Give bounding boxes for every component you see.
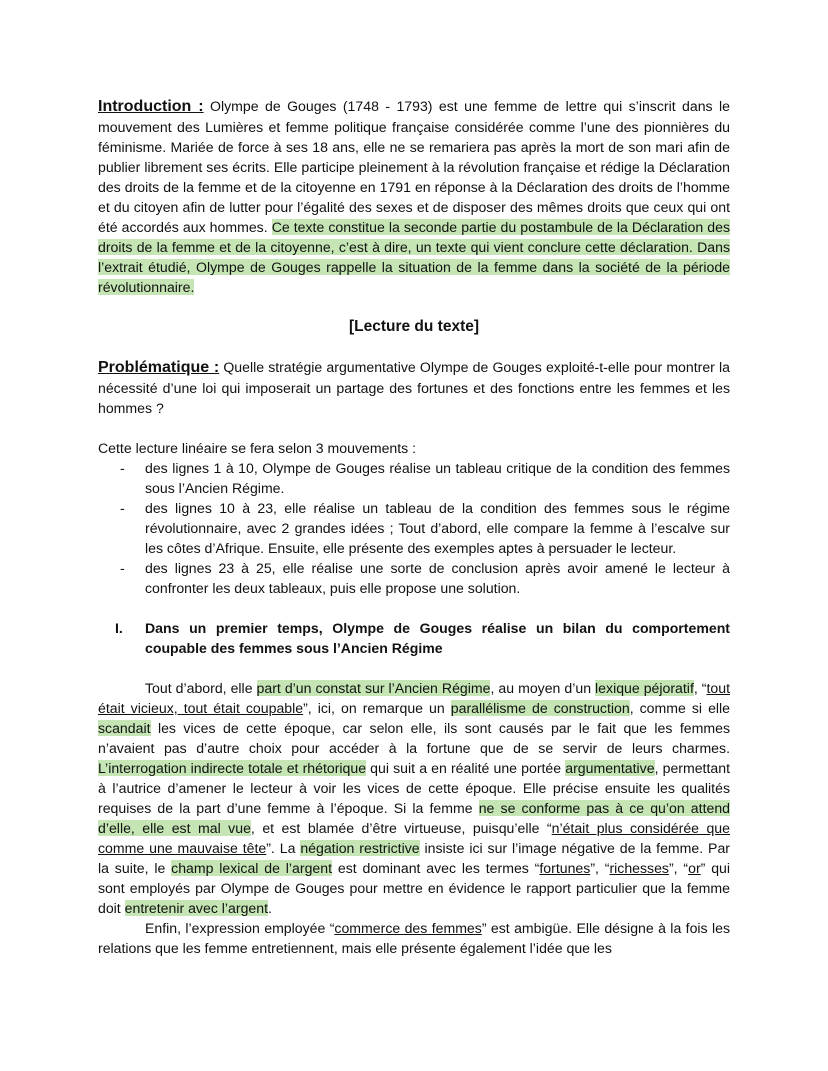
problematique-paragraph	[98, 357, 730, 418]
text-span: ”, “	[668, 860, 689, 876]
reading-title: [Lecture du texte]	[348, 318, 480, 335]
highlight-span: champ lexical de l’argent	[171, 860, 333, 876]
text-span: , au moyen d’un	[490, 680, 596, 696]
text-span: ”. La	[266, 840, 301, 856]
problematique-text: Quelle stratégie argumentative Olympe de Gouges exploité-t-elle pour montrer la nécessité d’une loi qui imposerait un partage des fortunes et des fonctions entre les femmes et les hommes ?	[98, 359, 730, 416]
quote-underline: fortunes	[539, 860, 591, 876]
section-title: Dans un premier temps, Olympe de Gouges réalise un bilan du comportement coupable des femmes sous l’Ancien Régime	[145, 620, 730, 656]
quote-underline: n’était plus considérée que comme une mauvaise tête	[98, 820, 730, 856]
text-span: , et est blamée d’être virtueuse, puisqu’elle “	[250, 820, 552, 836]
text-span: .	[268, 900, 272, 916]
quote-underline: or	[688, 860, 701, 876]
problematique-label: Problématique :	[98, 359, 220, 376]
text-span: les vices de cette époque, car selon elle, ils sont causés par le fait que les femmes n’avaient pas d’autre choix pour accéder à la fortune que de se servir de leurs charmes.	[98, 720, 730, 756]
list-item	[98, 498, 730, 558]
movement-text: des lignes 23 à 25, elle réalise une sorte de conclusion après avoir amené le lecteur à confronter les deux tableaux, puis elle propose une solution.	[145, 560, 730, 596]
quote-underline: tout était vicieux, tout était coupable	[98, 680, 730, 716]
list-item	[98, 458, 730, 498]
quote-underline: richesses	[609, 860, 669, 876]
text-span: Tout d’abord, elle	[145, 680, 257, 696]
movements-intro: Cette lecture linéaire se fera selon 3 mouvements :	[98, 440, 417, 456]
text-span: ”, “	[590, 860, 610, 876]
text-span: ” qui sont employés par Olympe de Gouges pour mettre en évidence le rapport particulier que la femme doit	[98, 860, 731, 916]
list-item	[98, 558, 730, 598]
bullet-dash: -	[120, 460, 125, 476]
introduction-paragraph	[98, 96, 730, 297]
text-span: , permettant à l’autrice d’amener le lecteur à voir les vices de cette époque. Elle précise ensuite les qualités requises de la part d’une femme à l’époque. Si la femme	[98, 760, 730, 816]
highlight-span: L’interrogation indirecte totale et rhétorique	[98, 760, 367, 776]
highlight-span: négation restrictive	[300, 840, 420, 856]
section-heading	[98, 618, 730, 658]
movement-text: des lignes 1 à 10, Olympe de Gouges réalise un tableau critique de la condition des femmes sous l’Ancien Régime.	[145, 460, 730, 496]
section-number: I.	[115, 620, 123, 636]
introduction-highlight: Ce texte constitue la seconde partie du postambule de la Déclaration des droits de la femme et de la citoyenne, c’est à dire, un texte qui vient conclure cette déclaration. Dans l’extrait étudié, Olympe de Gouges rappelle la situation de la femme dans la société de la période révolutionnaire.	[98, 219, 730, 295]
text-span: insiste ici sur l’image négative de la femme. Par la suite, le	[98, 840, 730, 876]
text-span: qui suit a en réalité une portée	[366, 760, 566, 776]
introduction-text: Olympe de Gouges (1748 - 1793) est une femme de lettre qui s’inscrit dans le mouvement des Lumières et femme politique française considérée comme l’une des pionnières du féminisme. Mariée de force à ses 18 ans, elle ne se remariera pas après la mort de son mari afin de publier librement ses écrits. Elle participe pleinement à la révolution française et rédige la Déclaration des droits de la femme et de la citoyenne en 1791 en réponse à la Déclaration des droits de l’homme et du citoyen afin de lutter pour l’égalité des sexes et de disposer des mêmes droits que ceux qui ont été accordés aux hommes.	[98, 98, 730, 235]
bullet-dash: -	[120, 560, 125, 576]
analysis-paragraph	[98, 678, 730, 918]
text-span: ”, ici, on remarque un	[303, 700, 451, 716]
text-span: , comme si elle	[629, 700, 731, 716]
highlight-span: argumentative	[565, 760, 655, 776]
text-span: est dominant avec les termes “	[332, 860, 540, 876]
highlight-span: parallélisme de construction	[450, 700, 630, 716]
text-span: “	[697, 680, 707, 696]
text-span: Enfin, l’expression employée “	[145, 920, 335, 936]
bullet-dash: -	[120, 500, 125, 516]
highlight-span: scandait	[98, 720, 151, 736]
highlight-span: entretenir avec l’argent	[124, 900, 269, 916]
text-span: ,	[693, 680, 698, 696]
quote-underline: commerce des femmes	[334, 920, 482, 936]
movements-list	[98, 458, 730, 598]
highlight-span: lexique péjoratif	[595, 680, 694, 696]
text-span: ” est ambigüe. Elle désigne à la fois les relations que les femme entretiennent, mais elle présente également l’idée que les	[98, 920, 730, 956]
highlight-span: part d’un constat sur l’Ancien Régime	[256, 680, 491, 696]
movement-text: des lignes 10 à 23, elle réalise un tableau de la condition des femmes sous le régime révolutionnaire, avec 2 grandes idées ; Tout d’abord, elle compare la femme à l’escalve sur les côtes d’Afrique. Ensuite, elle présente des exemples aptes à persuader le lecteur.	[145, 500, 730, 556]
introduction-label: Introduction :	[98, 98, 204, 115]
analysis-paragraph-2	[98, 918, 730, 958]
highlight-span: ne se conforme pas à ce qu’on attend d’elle, elle est mal vue	[98, 800, 730, 836]
